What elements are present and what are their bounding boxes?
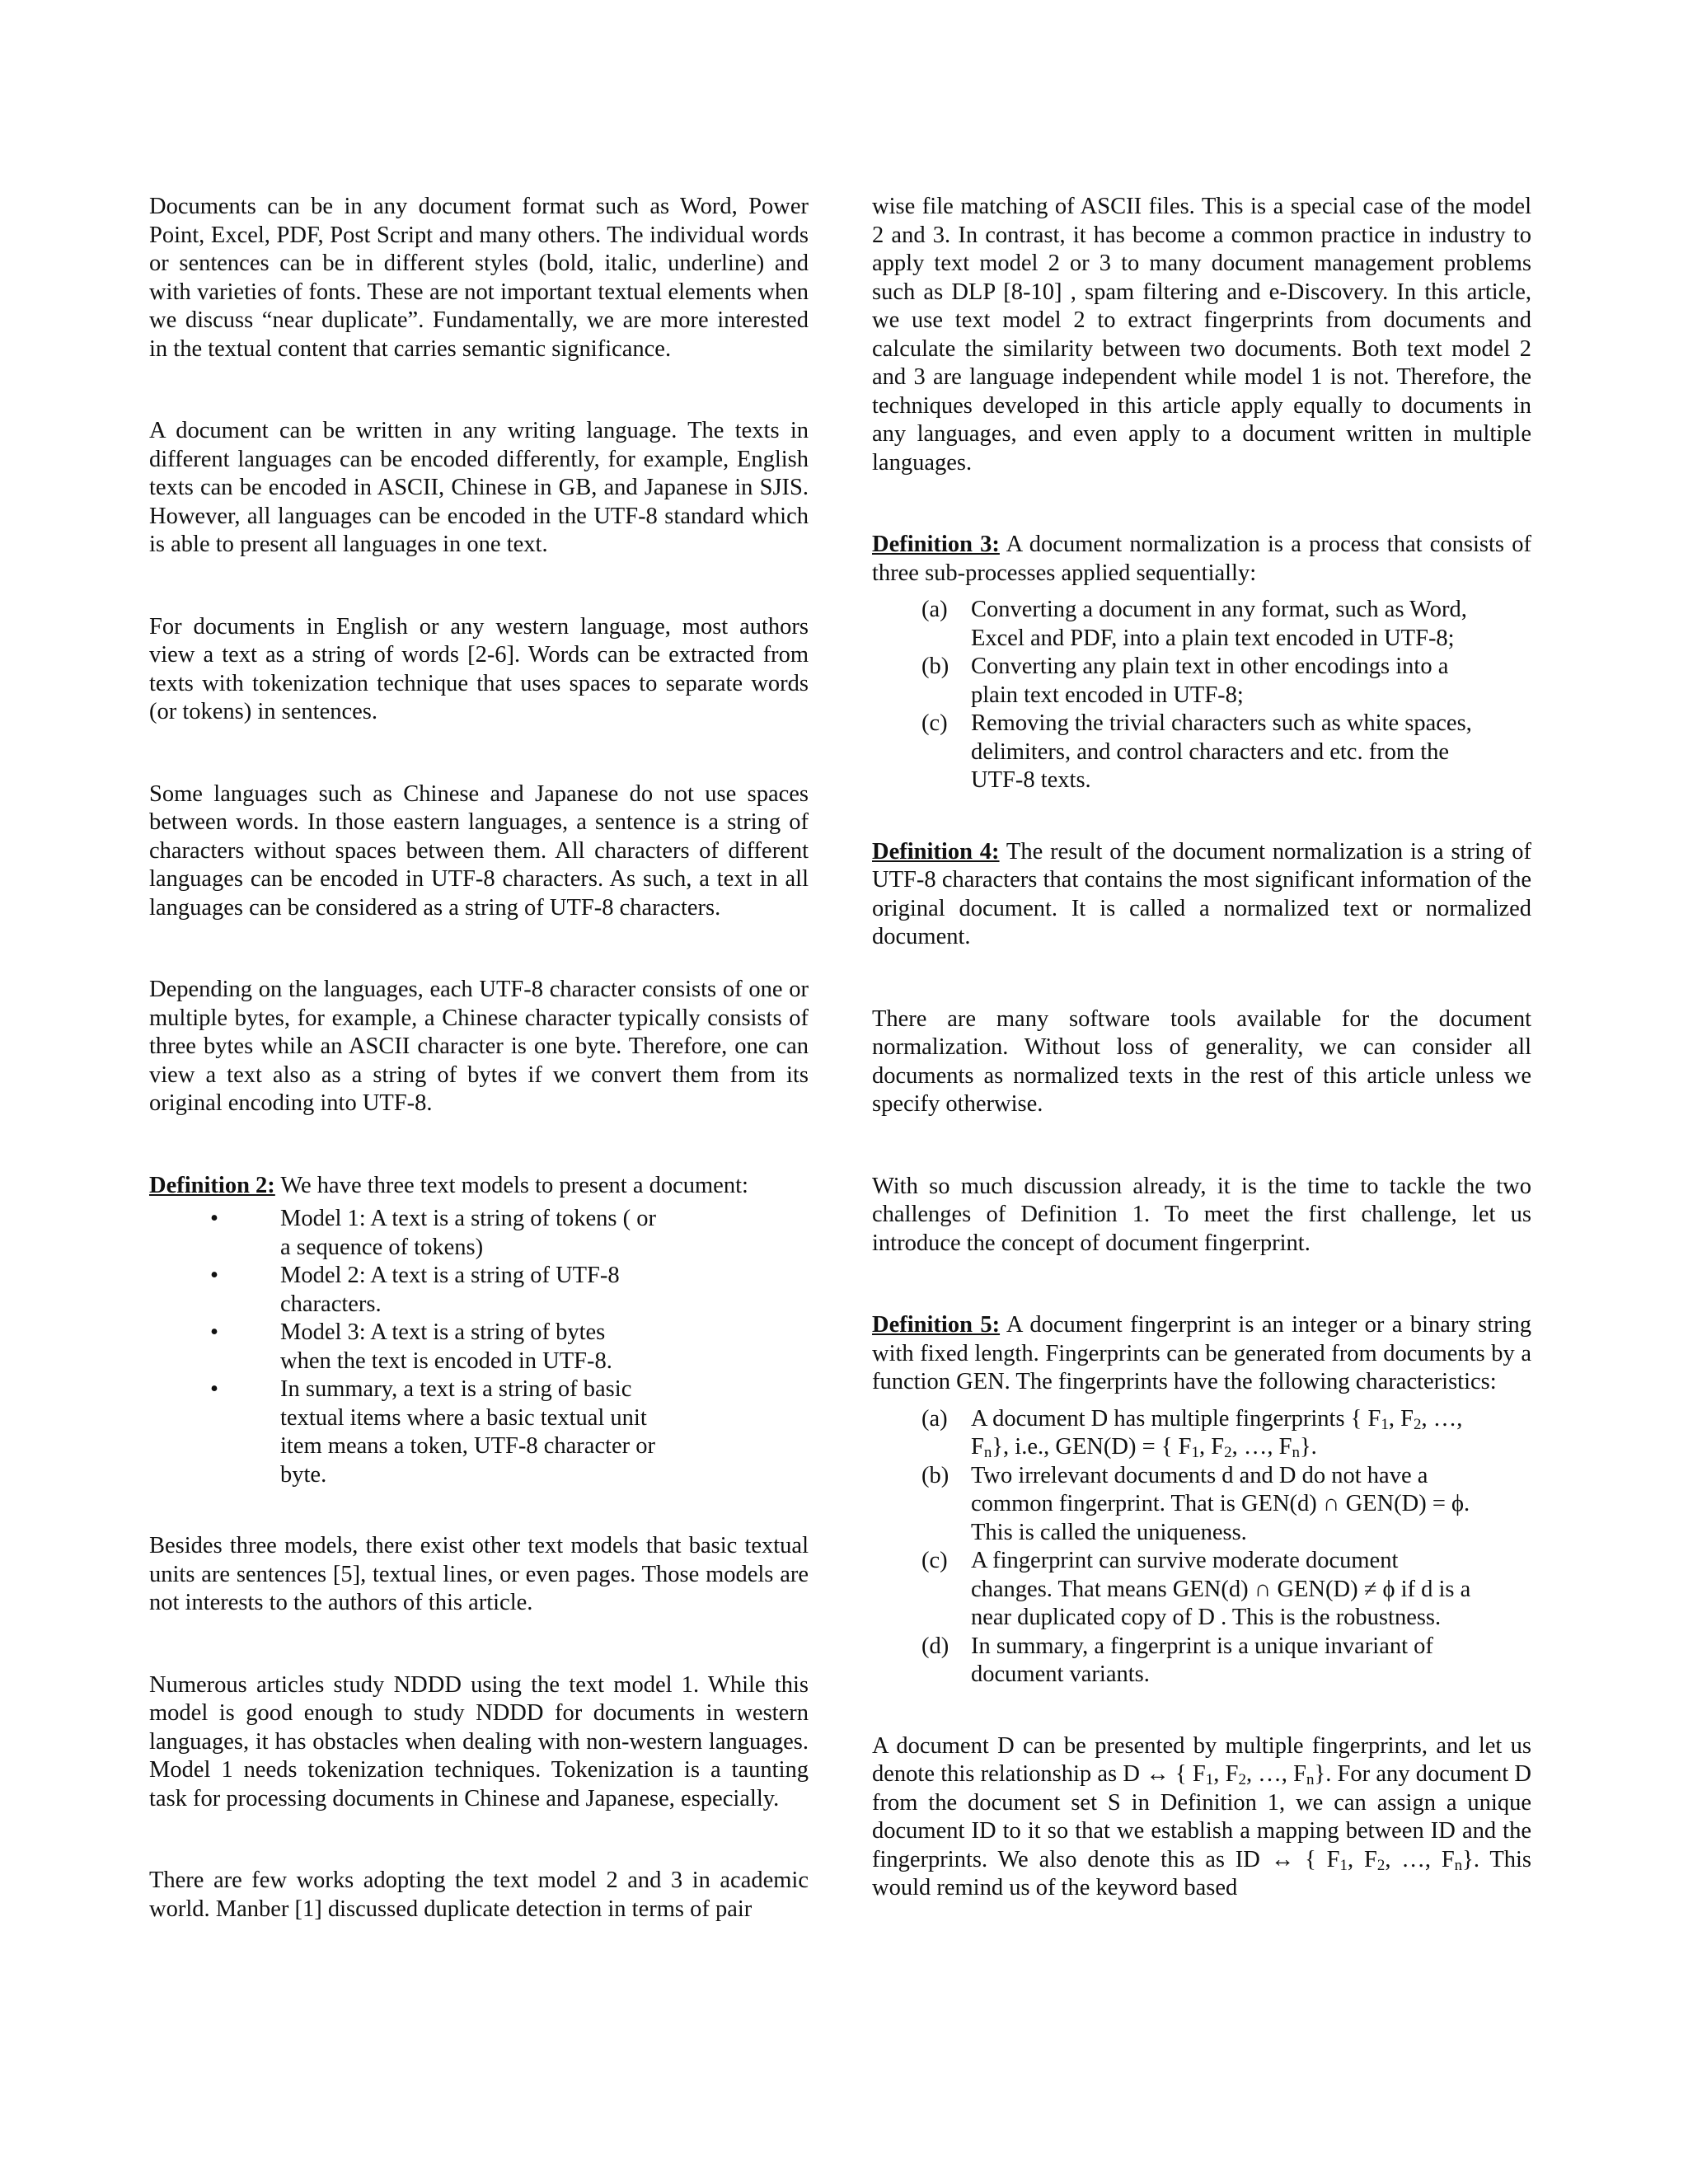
definition-4-text: The result of the document normalization is a string of UTF-8 characters that contains the most significant information of the original document. It is called a normalized text or normalized document.	[872, 838, 1531, 949]
bullet-icon: •	[210, 1206, 218, 1231]
list-item	[149, 1205, 659, 1262]
bullet-icon: •	[210, 1319, 218, 1345]
list-item	[872, 596, 1482, 653]
list-item	[872, 710, 1482, 795]
definition-5-text: A document fingerprint is an integer or a binary string with fixed length. Fingerprints can be generated from documents by a function GEN. The fingerprints have the following characteristics:	[872, 1312, 1531, 1394]
paragraph-fingerprint-mapping: A document D can be presented by multiple fingerprints, and let us denote this relationship as D ↔ { $F_1$, $F_2$, …, $F_n$}. For any document D from the document set S in Definition 1, we can assign a unique document ID to it so that we establish a mapping between ID and the fingerprints. We also denote this as ID ↔ { $F_1$, $F_2$, …, $F_n$}. This would remind us of the keyword based	[872, 1732, 1531, 1900]
list-marker: (d)	[921, 1633, 950, 1659]
right-column	[872, 193, 1531, 1903]
list-item-text: A fingerprint can survive moderate document changes. That means GEN(d) ∩ GEN(D) ≠ ϕ if d is a near duplicated copy of D . This is the robustness.	[971, 1548, 1471, 1630]
definition-3-text: A document normalization is a process that consists of three sub-processes applied sequentially:	[872, 532, 1531, 586]
definition-5-heading: Definition 5:	[872, 1312, 1001, 1338]
list-marker: (a)	[921, 597, 948, 622]
list-marker: (b)	[921, 654, 950, 679]
list-item-text: In summary, a text is a string of basic textual items where a basic textual unit item means a token, UTF-8 character or byte.	[280, 1376, 656, 1488]
list-item	[872, 1405, 1482, 1462]
paragraph-normalization-tools: There are many software tools available for the document normalization. Without loss of generality, we can consider all documents as normalized texts in the rest of this article unless we specify otherwise.	[872, 1005, 1531, 1117]
paragraph-utf8-bytes: Depending on the languages, each UTF-8 character consists of one or multiple bytes, for example, a Chinese character typically consists of three bytes while an ASCII character is one byte. Therefore, one can view a text also as a string of bytes if we convert them from its original encoding into UTF-8.	[149, 977, 809, 1116]
list-marker: (c)	[921, 710, 948, 736]
list-marker: (a)	[921, 1405, 948, 1432]
definition-2-list	[149, 1205, 809, 1489]
definition-3-list	[872, 596, 1531, 795]
list-item-text: Removing the trivial characters such as white spaces, delimiters, and control characters and etc. from the UTF-8 texts.	[971, 710, 1472, 793]
paragraph-writing-languages: A document can be written in any writing language. The texts in different languages can be encoded differently, for example, English texts can be encoded in ASCII, Chinese in GB, and Japanese in SJIS. However, all languages can be encoded in the UTF-8 standard which is able to present all languages in one text.	[149, 418, 809, 557]
list-item-text: In summary, a fingerprint is a unique invariant of document variants.	[971, 1633, 1433, 1687]
list-item	[149, 1376, 659, 1489]
list-item	[872, 1547, 1482, 1633]
list-marker: (b)	[921, 1462, 950, 1488]
paragraph-fingerprint-intro: With so much discussion already, it is the time to tackle the two challenges of Definition 1. To meet the first challenge, let us introduce the concept of document fingerprint.	[872, 1173, 1531, 1256]
definition-5	[872, 1311, 1531, 1397]
paragraph-document-formats: Documents can be in any document format such as Word, Power Point, Excel, PDF, Post Script and many others. The individual words or sentences can be in different styles (bold, italic, underline) and with varieties of fonts. These are not important textual elements when we discuss “near duplicate”. Fundamentally, we are more interested in the textual content that carries semantic significance.	[149, 194, 809, 362]
list-item-text: Model 3: A text is a string of bytes when the text is encoded in UTF-8.	[280, 1319, 612, 1374]
list-item	[149, 1262, 659, 1319]
paragraph-model-2-3-works: There are few works adopting the text model 2 and 3 in academic world. Manber [1] discussed duplicate detection in terms of pair	[149, 1868, 809, 1922]
definition-4	[872, 838, 1531, 952]
list-item-text: Model 1: A text is a string of tokens ( or a sequence of tokens)	[280, 1206, 656, 1260]
definition-3-heading: Definition 3:	[872, 532, 1000, 557]
left-column	[149, 193, 809, 1924]
bullet-icon: •	[210, 1376, 218, 1402]
list-item	[872, 653, 1482, 710]
list-item-text: Converting a document in any format, such as Word, Excel and PDF, into a plain text encoded in UTF-8;	[971, 597, 1467, 651]
paragraph-pairwise-matching: wise file matching of ASCII files. This is a special case of the model 2 and 3. In contrast, it has become a common practice in industry to apply text model 2 or 3 to many document management problems such as DLP [8-10] , spam filtering and e-Discovery. In this article, we use text model 2 to extract fingerprints from documents and calculate the similarity between two documents. Both text model 2 and 3 are language independent while model 1 is not. Therefore, the techniques developed in this article apply equally to documents in any languages, and even apply to a document written in multiple languages.	[872, 194, 1531, 476]
definition-2	[149, 1172, 809, 1201]
list-item	[149, 1319, 659, 1376]
paragraph-eastern-languages: Some languages such as Chinese and Japanese do not use spaces between words. In those eastern languages, a sentence is a string of characters without spaces between them. All characters of different languages can be encoded in UTF-8 characters. As such, a text in all languages can be considered as a string of UTF-8 characters.	[149, 780, 809, 921]
definition-4-heading: Definition 4:	[872, 838, 1000, 865]
list-item-text: Converting any plain text in other encodings into a plain text encoded in UTF-8;	[971, 654, 1449, 708]
list-item	[872, 1462, 1482, 1548]
paragraph-western-languages: For documents in English or any western language, most authors view a text as a string of words [2-6]. Words can be extracted from texts with tokenization technique that uses spaces to separate words (or tokens) in sentences.	[149, 613, 809, 724]
list-item-text: Two irrelevant documents d and D do not have a common fingerprint. That is GEN(d) ∩ GEN(D) = ϕ. This is called the uniqueness.	[971, 1462, 1470, 1545]
list-marker: (c)	[921, 1548, 948, 1573]
definition-2-text: We have three text models to present a document:	[274, 1172, 748, 1198]
list-item-text: A document D has multiple fingerprints { $F_1$, $F_2$, …, $F_n$}, i.e., GEN(D) = { $F_1$, $F_2$, …, $F_n$}.	[971, 1405, 1463, 1461]
paragraph-other-models: Besides three models, there exist other text models that basic textual units are sentences [5], textual lines, or even pages. Those models are not interests to the authors of this article.	[149, 1533, 809, 1615]
definition-3	[872, 531, 1531, 588]
definition-5-list	[872, 1405, 1531, 1690]
bullet-icon: •	[210, 1263, 218, 1288]
definition-2-heading: Definition 2:	[149, 1172, 275, 1198]
paragraph-nddd-model-1: Numerous articles study NDDD using the text model 1. While this model is good enough to study NDDD for documents in western languages, it has obstacles when dealing with non-western languages. Model 1 needs tokenization techniques. Tokenization is a taunting task for processing documents in Chinese and Japanese, especially.	[149, 1671, 809, 1811]
list-item-text: Model 2: A text is a string of UTF-8 characters.	[280, 1263, 620, 1317]
list-item	[872, 1633, 1482, 1690]
